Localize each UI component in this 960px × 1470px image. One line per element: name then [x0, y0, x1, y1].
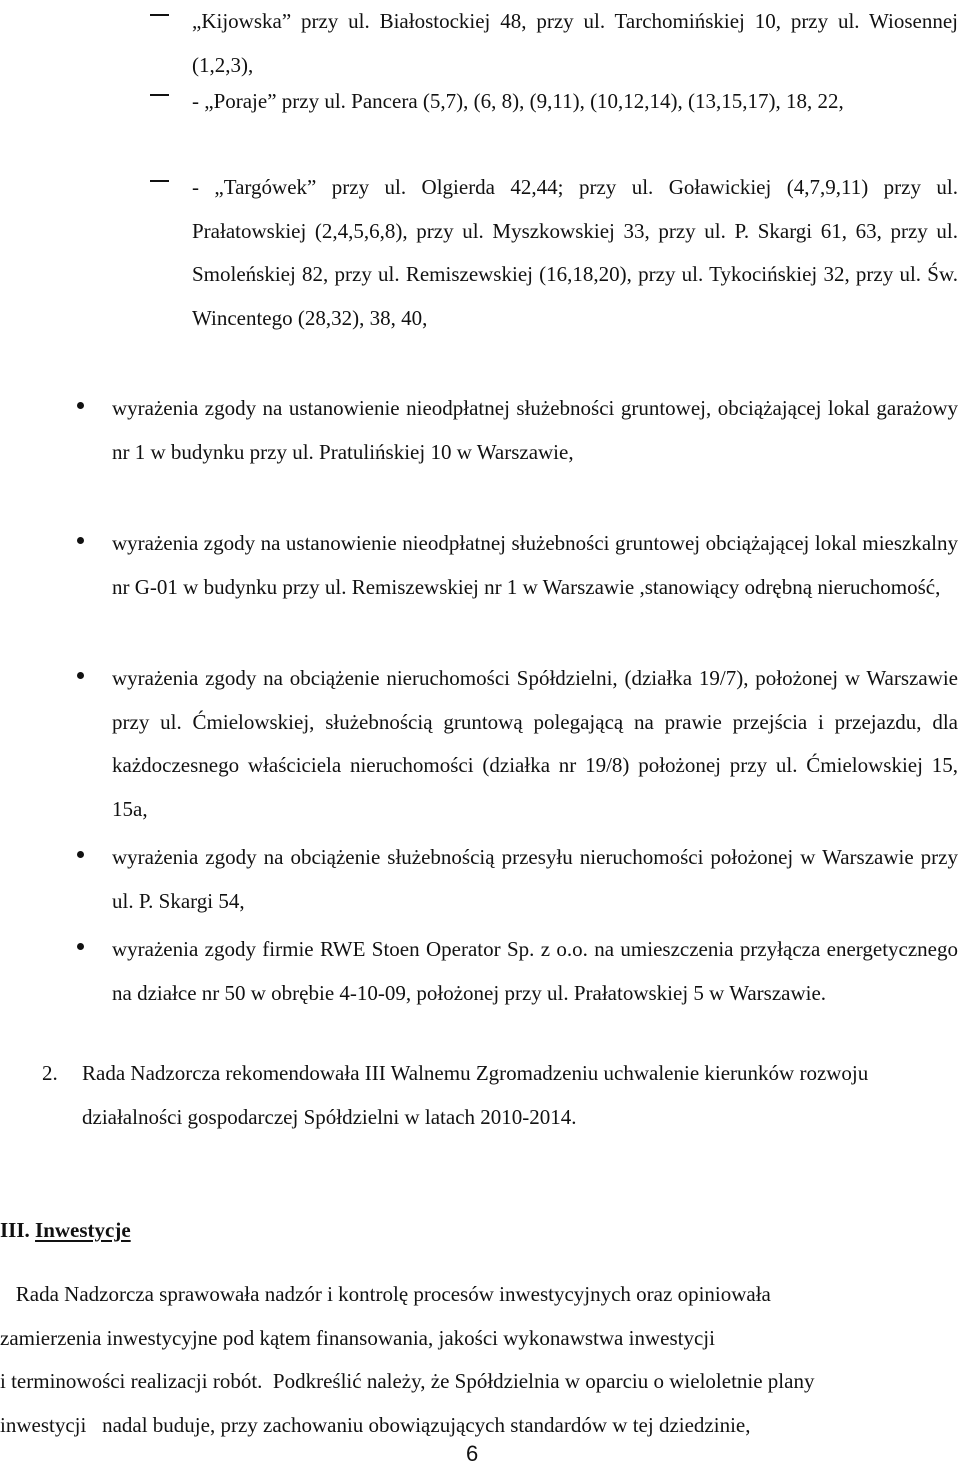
list-item-text: wyrażenia zgody na obciążenie nieruchomości Spółdzielni, (działka 19/7), położonej w Warszawie przy ul. Ćmielowskiej, służebnością gruntową polegającą na prawie przejścia i przejazdu, dla każdoczesnego właściciela nieruchomości (działka nr 19/8) położonej przy ul. Ćmielowskiej 15, 15a,: [112, 666, 958, 821]
list-item-text: „Kijowska” przy ul. Białostockiej 48, przy ul. Tarchomińskiej 10, przy ul. Wiosennej (1,2,3),: [192, 9, 958, 77]
list-item-text: - „Targówek” przy ul. Olgierda 42,44; przy ul. Goławickiej (4,7,9,11) przy ul. Prałatowskiej (2,4,5,6,8), przy ul. Myszkowskiej 33, przy ul. P. Skargi 61, 63, przy ul. Smoleńskiej 82, przy ul. Remiszewskiej (16,18,20), przy ul. Tykocińskiej 32, przy ul. Św. Wincentego (28,32), 38, 40,: [192, 175, 958, 330]
paragraph-line: Rada Nadzorcza sprawowała nadzór i kontrolę procesów inwestycyjnych oraz opiniowała: [0, 1282, 771, 1306]
paragraph-line: zamierzenia inwestycyjne pod kątem finansowania, jakości wykonawstwa inwestycji: [0, 1325, 715, 1350]
list-item-text: wyrażenia zgody firmie RWE Stoen Operator Sp. z o.o. na umieszczenia przyłącza energetycznego na działce nr 50 w obrębie 4-10-09, położonej przy ul. Prałatowskiej 5 w Warszawie.: [112, 937, 958, 1005]
list-item-text: Rada Nadzorcza rekomendowała III Walnemu Zgromadzeniu uchwalenie kierunków rozwoju działalności gospodarczej Spółdzielni w latach 2010-2014.: [82, 1061, 869, 1129]
bullet-dot: [77, 943, 84, 950]
list-item-text: wyrażenia zgody na ustanowienie nieodpłatnej służebności gruntowej obciążającej lokal mieszkalny nr G-01 w budynku przy ul. Remiszewskiej nr 1 w Warszawie ,stanowiący odrębną nieruchomość,: [112, 531, 958, 599]
bullet-dot: [77, 672, 84, 679]
dash-marker: [150, 0, 170, 43]
paragraph-line: inwestycji nadal buduje, przy zachowaniu obowiązujących standardów w tej dziedzinie,: [0, 1412, 751, 1437]
bullet-dot: [77, 402, 84, 409]
list-item-text: - „Poraje” przy ul. Pancera (5,7), (6, 8), (9,11), (10,12,14), (13,15,17), 18, 22,: [192, 89, 844, 113]
section-title: Inwestycje: [35, 1218, 131, 1242]
bullet-dot: [77, 537, 84, 544]
page-number: 6: [466, 1441, 479, 1466]
paragraph-line: i terminowości realizacji robót. Podkreślić należy, że Spółdzielnia w oparciu o wieloletnie plany: [0, 1369, 815, 1393]
item-number: 2.: [42, 1061, 58, 1085]
list-item-text: wyrażenia zgody na obciążenie służebnością przesyłu nieruchomości położonej w Warszawie przy ul. P. Skargi 54,: [112, 845, 958, 913]
list-item-text: wyrażenia zgody na ustanowienie nieodpłatnej służebności gruntowej, obciążającej lokal garażowy nr 1 w budynku przy ul. Pratulińskiej 10 w Warszawie,: [112, 396, 958, 464]
dash-marker: [150, 80, 170, 123]
dash-marker: [150, 166, 170, 209]
section-number: III.: [0, 1218, 30, 1242]
section-paragraph: [0, 1273, 958, 1447]
section-heading: [0, 1215, 131, 1245]
bullet-dot: [77, 851, 84, 858]
